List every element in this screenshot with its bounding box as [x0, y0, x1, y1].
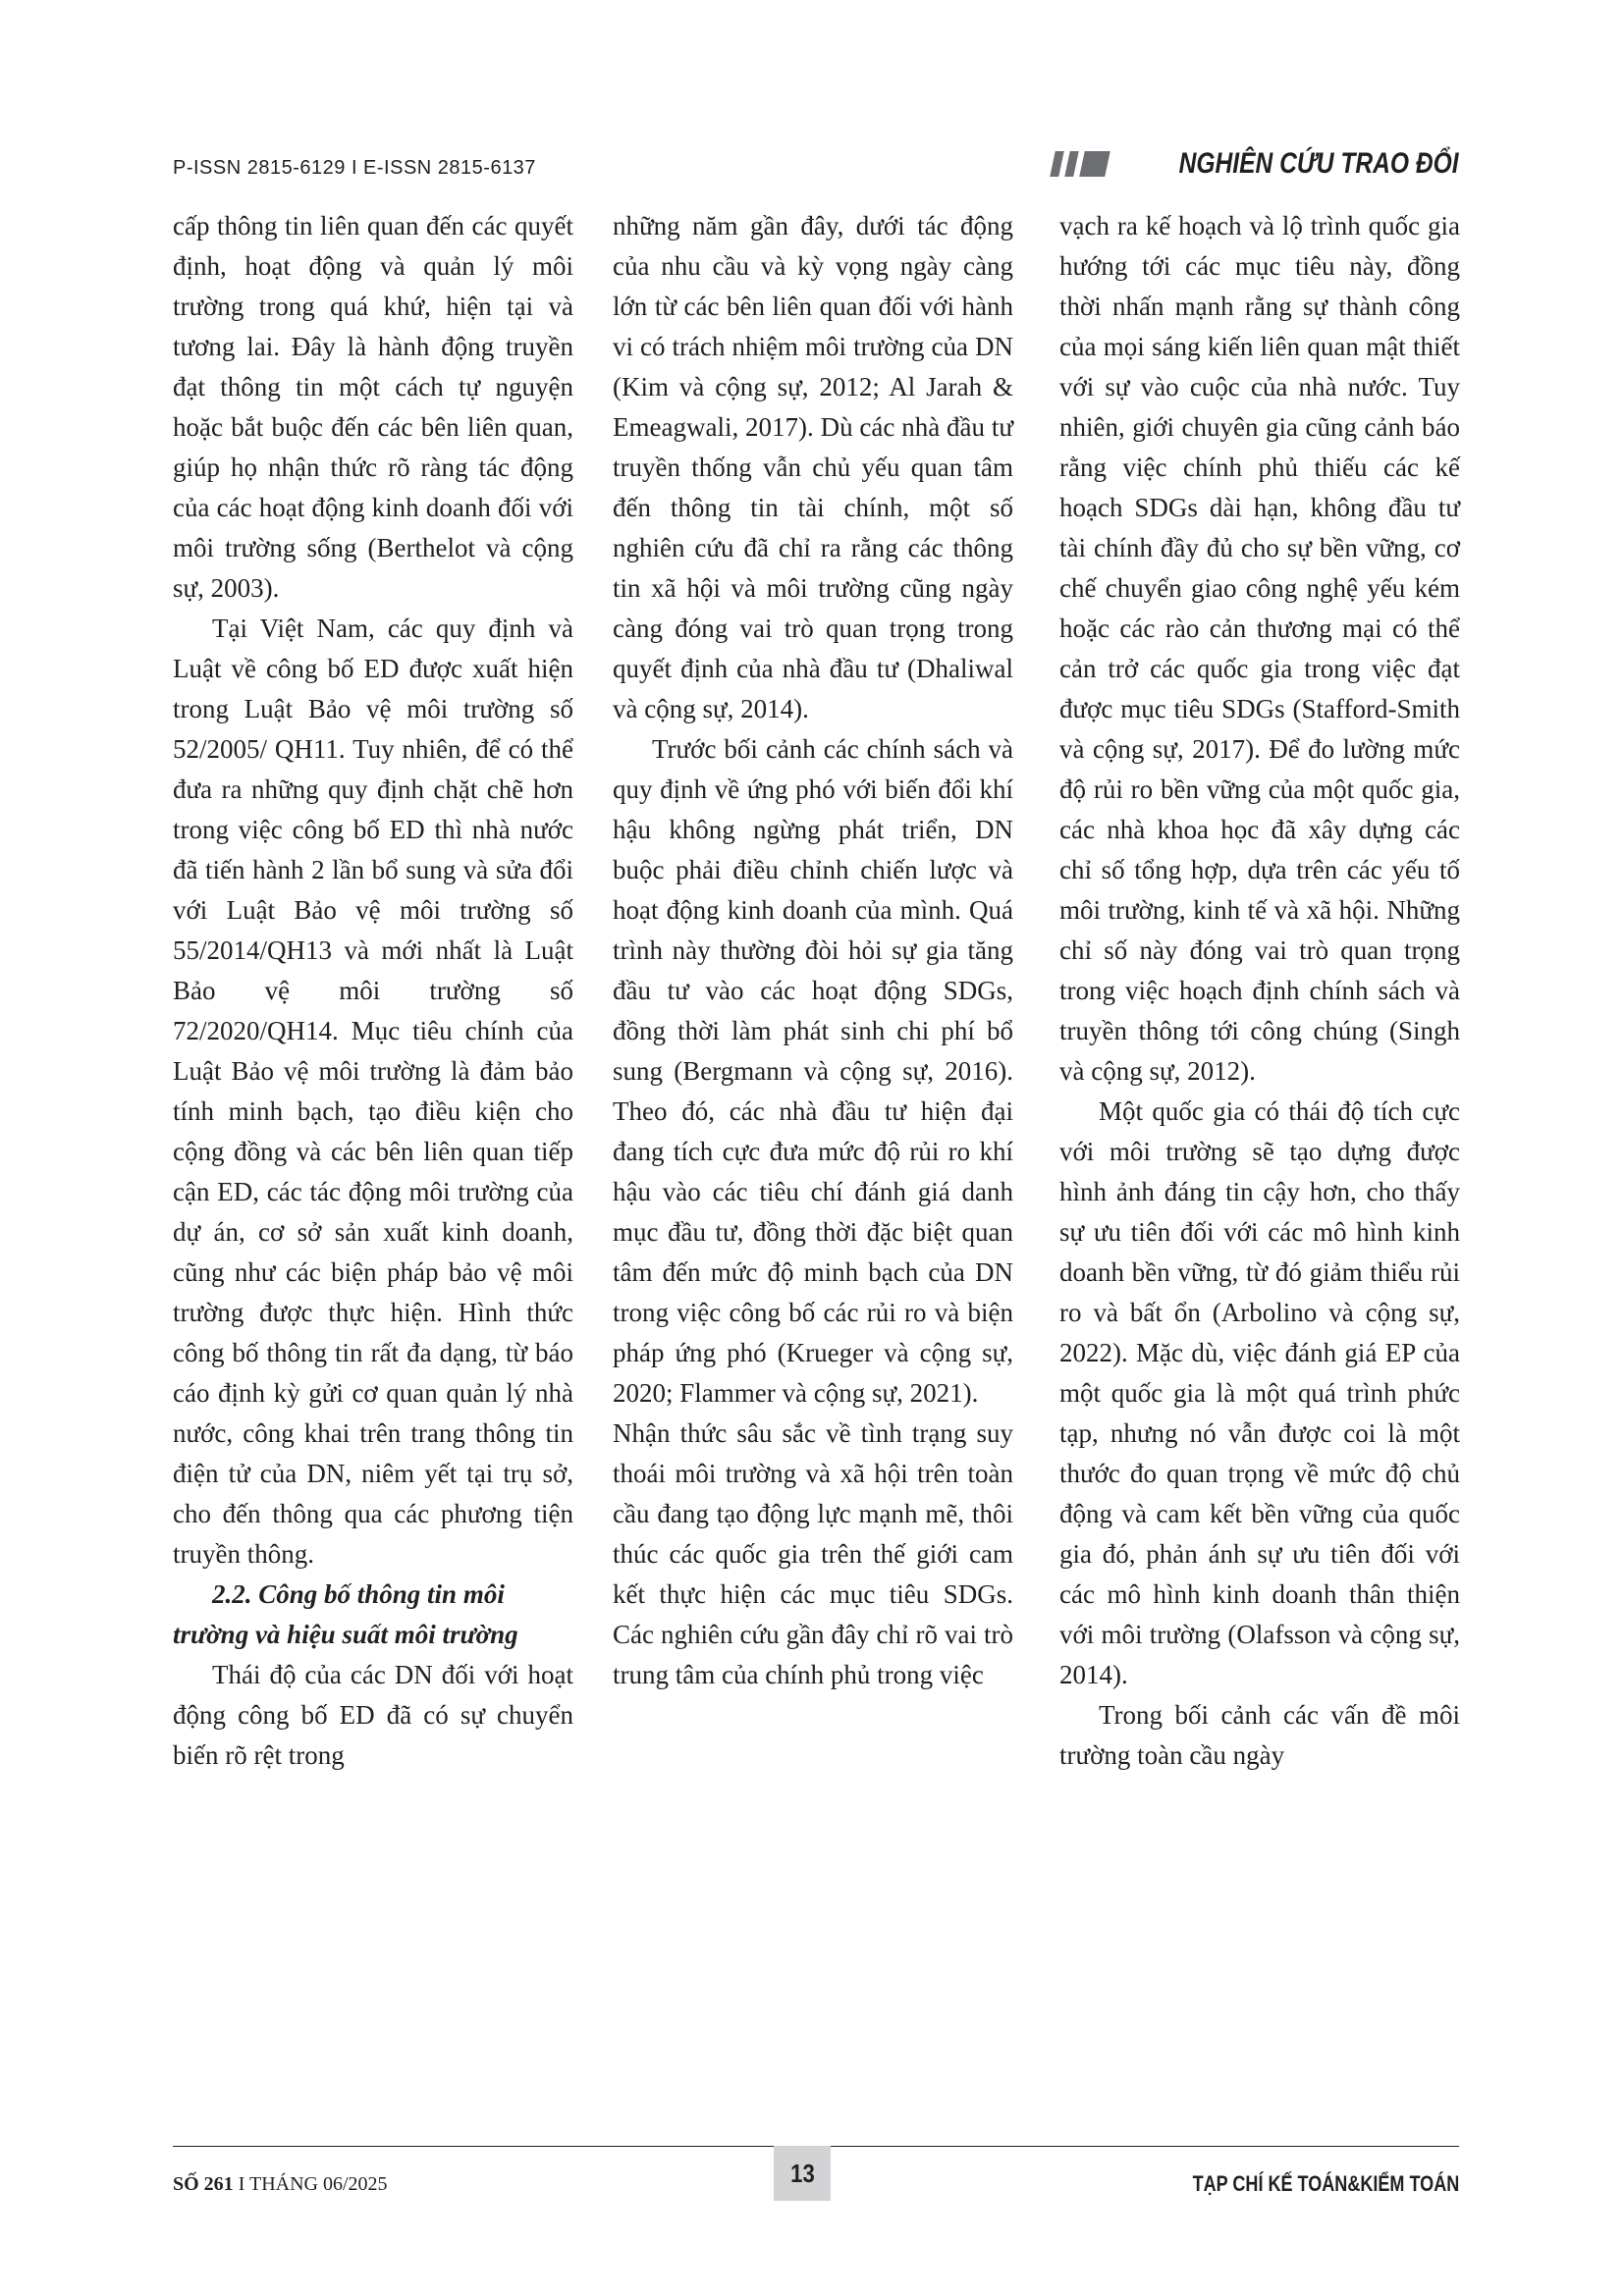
- paragraph: Trong bối cảnh các vấn đề môi trường toàn cầu ngày: [1059, 1700, 1460, 1770]
- paragraph: Một quốc gia có thái độ tích cực với môi trường sẽ tạo dựng được hình ảnh đáng tin cậy hơn, cho thấy sự ưu tiên đối với các mô hình kinh doanh bền vững, từ đó giảm thiểu rủi ro và bất ổn (Arbolino và cộng sự, 2022). Mặc dù, việc đánh giá EP của một quốc gia là một quá trình phức tạp, nhưng nó vẫn được coi là một thước đo quan trọng về mức độ chủ động và cam kết bền vững của quốc gia đó, phản ánh sự ưu tiên đối với các mô hình kinh doanh thân thiện với môi trường (Olafsson và cộng sự, 2014).: [1059, 1096, 1460, 1689]
- page-number-box: [774, 2146, 831, 2201]
- journal-name: TẠP CHÍ KẾ TOÁN&KIỂM TOÁN: [1192, 2171, 1459, 2196]
- section-bars-icon: [1053, 151, 1108, 177]
- issue-number: SỐ 261: [173, 2173, 234, 2195]
- paragraph: những năm gần đây, dưới tác động của nhu cầu và kỳ vọng ngày càng lớn từ các bên liên quan đối với hành vi có trách nhiệm môi trường của DN (Kim và cộng sự, 2012; Al Jarah & Emeagwali, 2017). Dù các nhà đầu tư truyền thống vẫn chủ yếu quan tâm đến thông tin tài chính, một số nghiên cứu đã chỉ ra rằng các thông tin xã hội và môi trường cũng ngày càng đóng vai trò quan trọng trong quyết định của nhà đầu tư (Dhaliwal và cộng sự, 2014).: [613, 211, 1013, 723]
- section-tag: [1053, 147, 1459, 181]
- page-number: 13: [789, 2158, 815, 2188]
- column-1: [173, 206, 573, 1776]
- article-body: [173, 206, 1459, 2110]
- paragraph: Trước bối cảnh các chính sách và quy định về ứng phó với biến đổi khí hậu không ngừng phát triển, DN buộc phải điều chỉnh chiến lược và hoạt động kinh doanh của mình. Quá trình này thường đòi hỏi sự gia tăng đầu tư vào các hoạt động SDGs, đồng thời làm phát sinh chi phí bổ sung (Bergmann và cộng sự, 2016). Theo đó, các nhà đầu tư hiện đại đang tích cực đưa mức độ rủi ro khí hậu vào các tiêu chí đánh giá danh mục đầu tư, đồng thời đặc biệt quan tâm đến mức độ minh bạch của DN trong việc công bố các rủi ro và biện pháp ứng phó (Krueger và cộng sự, 2020; Flammer và cộng sự, 2021).: [613, 734, 1013, 1408]
- paragraph: vạch ra kế hoạch và lộ trình quốc gia hướng tới các mục tiêu này, đồng thời nhấn mạnh rằng sự thành công của mọi sáng kiến liên quan mật thiết với sự vào cuộc của nhà nước. Tuy nhiên, giới chuyên gia cũng cảnh báo rằng việc chính phủ thiếu các kế hoạch SDGs dài hạn, không đầu tư tài chính đầy đủ cho sự bền vững, cơ chế chuyển giao công nghệ yếu kém hoặc các rào cản thương mại có thể cản trở các quốc gia trong việc đạt được mục tiêu SDGs (Stafford-Smith và cộng sự, 2017). Để đo lường mức độ rủi ro bền vững của một quốc gia, các nhà khoa học đã xây dựng các chỉ số tổng hợp, dựa trên các yếu tố môi trường, kinh tế và xã hội. Những chỉ số này đóng vai trò quan trọng trong việc hoạch định chính sách và truyền thông tới công chúng (Singh và cộng sự, 2012).: [1059, 211, 1460, 1086]
- issue-info: [173, 2173, 388, 2196]
- paragraph: Nhận thức sâu sắc về tình trạng suy thoái môi trường và xã hội trên toàn cầu đang tạo động lực mạnh mẽ, thôi thúc các quốc gia trên thế giới cam kết thực hiện các mục tiêu SDGs. Các nghiên cứu gần đây chỉ rõ vai trò trung tâm của chính phủ trong việc: [613, 1418, 1013, 1689]
- column-3: [1059, 206, 1460, 1776]
- page-header: [173, 147, 1459, 187]
- section-title: NGHIÊN CỨU TRAO ĐỔI: [1178, 147, 1459, 180]
- column-2: [613, 206, 1013, 1695]
- issn-line: P-ISSN 2815-6129 I E-ISSN 2815-6137: [173, 157, 536, 179]
- section-heading: 2.2. Công bố thông tin môi trường và hiệu suất môi trường: [173, 1579, 518, 1649]
- issue-month: I THÁNG 06/2025: [233, 2173, 388, 2195]
- page-footer: [173, 2146, 1459, 2205]
- paragraph: Thái độ của các DN đối với hoạt động công bố ED đã có sự chuyển biến rõ rệt trong: [173, 1660, 573, 1770]
- paragraph: cấp thông tin liên quan đến các quyết định, hoạt động và quản lý môi trường trong quá khứ, hiện tại và tương lai. Đây là hành động truyền đạt thông tin một cách tự nguyện hoặc bắt buộc đến các bên liên quan, giúp họ nhận thức rõ ràng tác động của các hoạt động kinh doanh đối với môi trường sống (Berthelot và cộng sự, 2003).: [173, 211, 573, 603]
- paragraph: Tại Việt Nam, các quy định và Luật về công bố ED được xuất hiện trong Luật Bảo vệ môi trường số 52/2005/ QH11. Tuy nhiên, để có thể đưa ra những quy định chặt chẽ hơn trong việc công bố ED thì nhà nước đã tiến hành 2 lần bổ sung và sửa đổi với Luật Bảo vệ môi trường số 55/2014/QH13 và mới nhất là Luật Bảo vệ môi trường số 72/2020/QH14. Mục tiêu chính của Luật Bảo vệ môi trường là đảm bảo tính minh bạch, tạo điều kiện cho cộng đồng và các bên liên quan tiếp cận ED, các tác động môi trường của dự án, cơ sở sản xuất kinh doanh, cũng như các biện pháp bảo vệ môi trường được thực hiện. Hình thức công bố thông tin rất đa dạng, từ báo cáo định kỳ gửi cơ quan quản lý nhà nước, công khai trên trang thông tin điện tử của DN, niêm yết tại trụ sở, cho đến thông qua các phương tiện truyền thông.: [173, 614, 573, 1569]
